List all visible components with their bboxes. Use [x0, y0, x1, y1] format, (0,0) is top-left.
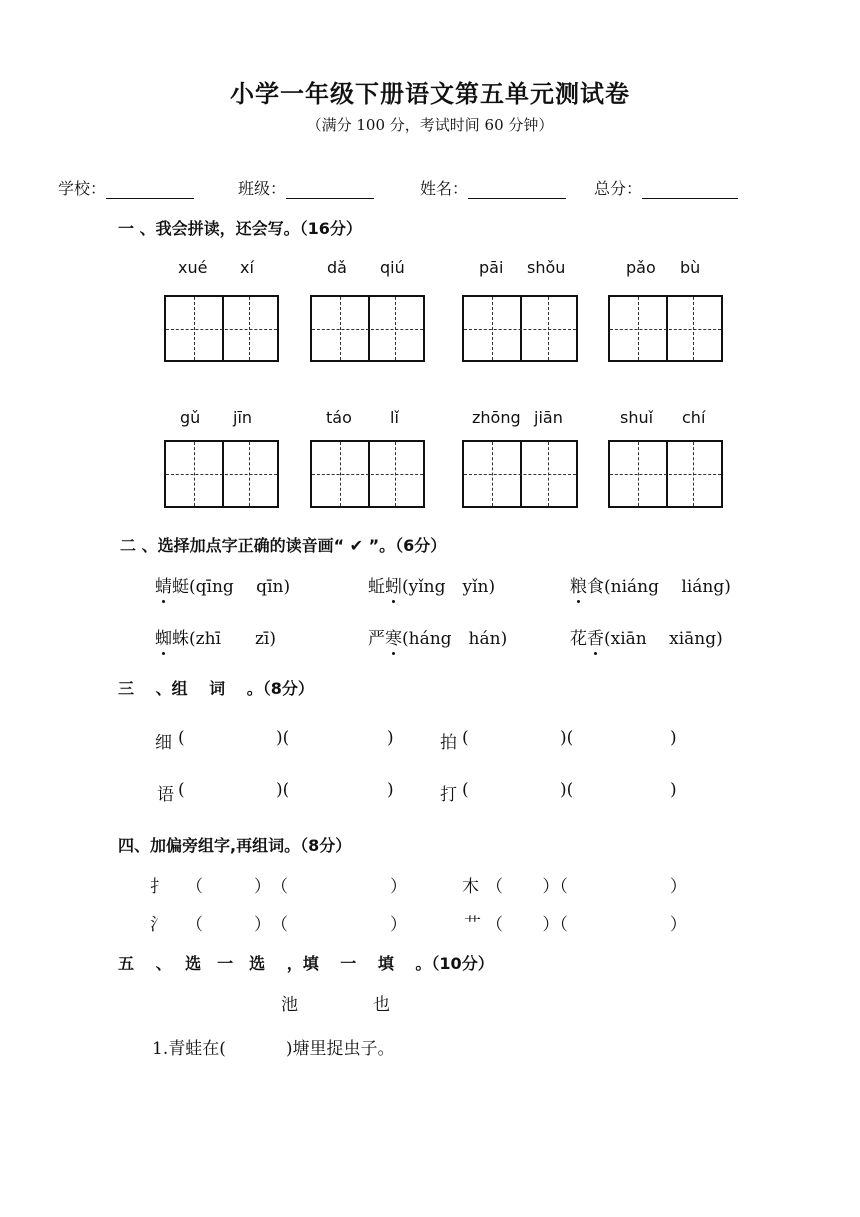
writing-grid-box[interactable]	[462, 440, 578, 508]
dotted-char: 寒	[385, 629, 402, 649]
school-field	[58, 176, 194, 199]
answer-blank[interactable]: )(	[276, 780, 290, 800]
class-field	[238, 176, 374, 199]
pinyin: qiú	[380, 258, 405, 277]
section1-heading: 一 、我会拼读，还会写。（16分）	[118, 219, 362, 238]
dotted-char: 蚓	[385, 577, 402, 597]
answer-blank[interactable]: )	[387, 780, 394, 800]
name-field	[420, 176, 566, 199]
dotted-char: 蜻	[155, 577, 172, 597]
choice-word: 也	[373, 995, 390, 1015]
answer-blank[interactable]: (	[178, 780, 185, 800]
word-item	[440, 780, 457, 805]
pinyin: xí	[240, 258, 254, 277]
exam-subtitle: （满分 100 分，考试时间 60 分钟）	[306, 116, 554, 134]
pinyin: zhōng	[472, 408, 521, 427]
answer-blank[interactable]: (	[462, 780, 469, 800]
reading-choice-item[interactable]: 严寒(háng hán)	[368, 629, 508, 649]
radical: 氵	[150, 915, 167, 935]
pinyin: dǎ	[327, 258, 347, 277]
dotted-char: 蜘	[155, 629, 172, 649]
choice-word: 池	[281, 995, 298, 1015]
answer-blank[interactable]: （ ） （ ）	[186, 915, 407, 935]
base-char: 打	[440, 785, 457, 805]
pinyin: jīn	[233, 408, 253, 427]
school-label: 学校：	[58, 179, 107, 198]
base-char: 细	[155, 733, 172, 753]
answer-blank[interactable]: )(	[560, 728, 574, 748]
word-item	[157, 780, 174, 805]
writing-grid-box[interactable]	[310, 295, 425, 362]
writing-grid-box[interactable]	[608, 295, 723, 362]
pinyin: chí	[682, 408, 706, 427]
answer-blank[interactable]: （ ）（ ）	[486, 877, 687, 897]
pinyin: bù	[680, 258, 701, 277]
section5-heading: 五 、 选 一 选 ，填 一 填 。（10分）	[118, 954, 494, 973]
answer-blank[interactable]: （ ）（ ）	[486, 915, 687, 935]
total-field	[594, 176, 738, 199]
answer-blank[interactable]: )(	[560, 780, 574, 800]
radical: 扌	[150, 877, 167, 897]
name-label: 姓名：	[420, 179, 469, 198]
answer-blank[interactable]: （ ） （ ）	[186, 877, 407, 897]
school-blank[interactable]	[106, 182, 194, 199]
answer-blank[interactable]: )(	[276, 728, 290, 748]
name-blank[interactable]	[468, 182, 566, 199]
pinyin: jiān	[534, 408, 563, 427]
total-label: 总分：	[594, 179, 643, 198]
word-item	[155, 728, 172, 753]
word-item	[440, 728, 457, 753]
writing-grid-box[interactable]	[310, 440, 425, 508]
writing-grid-box[interactable]	[164, 440, 279, 508]
pinyin: lǐ	[390, 408, 399, 427]
writing-grid-box[interactable]	[164, 295, 279, 362]
pinyin: xué	[178, 258, 208, 277]
section4-heading: 四、加偏旁组字,再组词。（8分）	[118, 836, 352, 855]
answer-blank[interactable]: )	[387, 728, 394, 748]
pinyin: táo	[326, 408, 352, 427]
radical: 木	[462, 877, 479, 897]
class-blank[interactable]	[286, 182, 374, 199]
reading-choice-item[interactable]: 蜻蜓(qīng qīn)	[155, 577, 291, 597]
radical: 艹	[464, 915, 481, 935]
base-char: 拍	[440, 733, 457, 753]
class-label: 班级：	[238, 179, 287, 198]
pinyin: pǎo	[626, 258, 656, 277]
pinyin: pāi	[479, 258, 504, 277]
dotted-char: 香	[587, 629, 604, 649]
pinyin: gǔ	[180, 408, 201, 427]
writing-grid-box[interactable]	[608, 440, 723, 508]
answer-blank[interactable]: (	[178, 728, 185, 748]
section3-heading: 三 、组 词 。（8分）	[118, 679, 314, 698]
section2-heading: 二 、选择加点字正确的读音画“ ✔ ”。（6分）	[120, 536, 447, 555]
pinyin: shǒu	[527, 258, 566, 277]
answer-blank[interactable]: (	[462, 728, 469, 748]
answer-blank[interactable]: )	[670, 728, 677, 748]
reading-choice-item[interactable]: 粮食(niáng liáng)	[570, 577, 731, 597]
fill-question: 1.青蛙在( )塘里捉虫子。	[152, 1039, 395, 1059]
reading-choice-item[interactable]: 蚯蚓(yǐng yǐn)	[368, 577, 496, 597]
reading-choice-item[interactable]: 花香(xiān xiāng)	[570, 629, 723, 649]
reading-choice-item[interactable]: 蜘蛛(zhī zī)	[155, 629, 277, 649]
page-title: 小学一年级下册语文第五单元测试卷	[230, 79, 630, 108]
total-blank[interactable]	[642, 182, 738, 199]
pinyin: shuǐ	[620, 408, 654, 427]
writing-grid-box[interactable]	[462, 295, 578, 362]
base-char: 语	[157, 785, 174, 805]
answer-blank[interactable]: )	[670, 780, 677, 800]
dotted-char: 粮	[570, 577, 587, 597]
